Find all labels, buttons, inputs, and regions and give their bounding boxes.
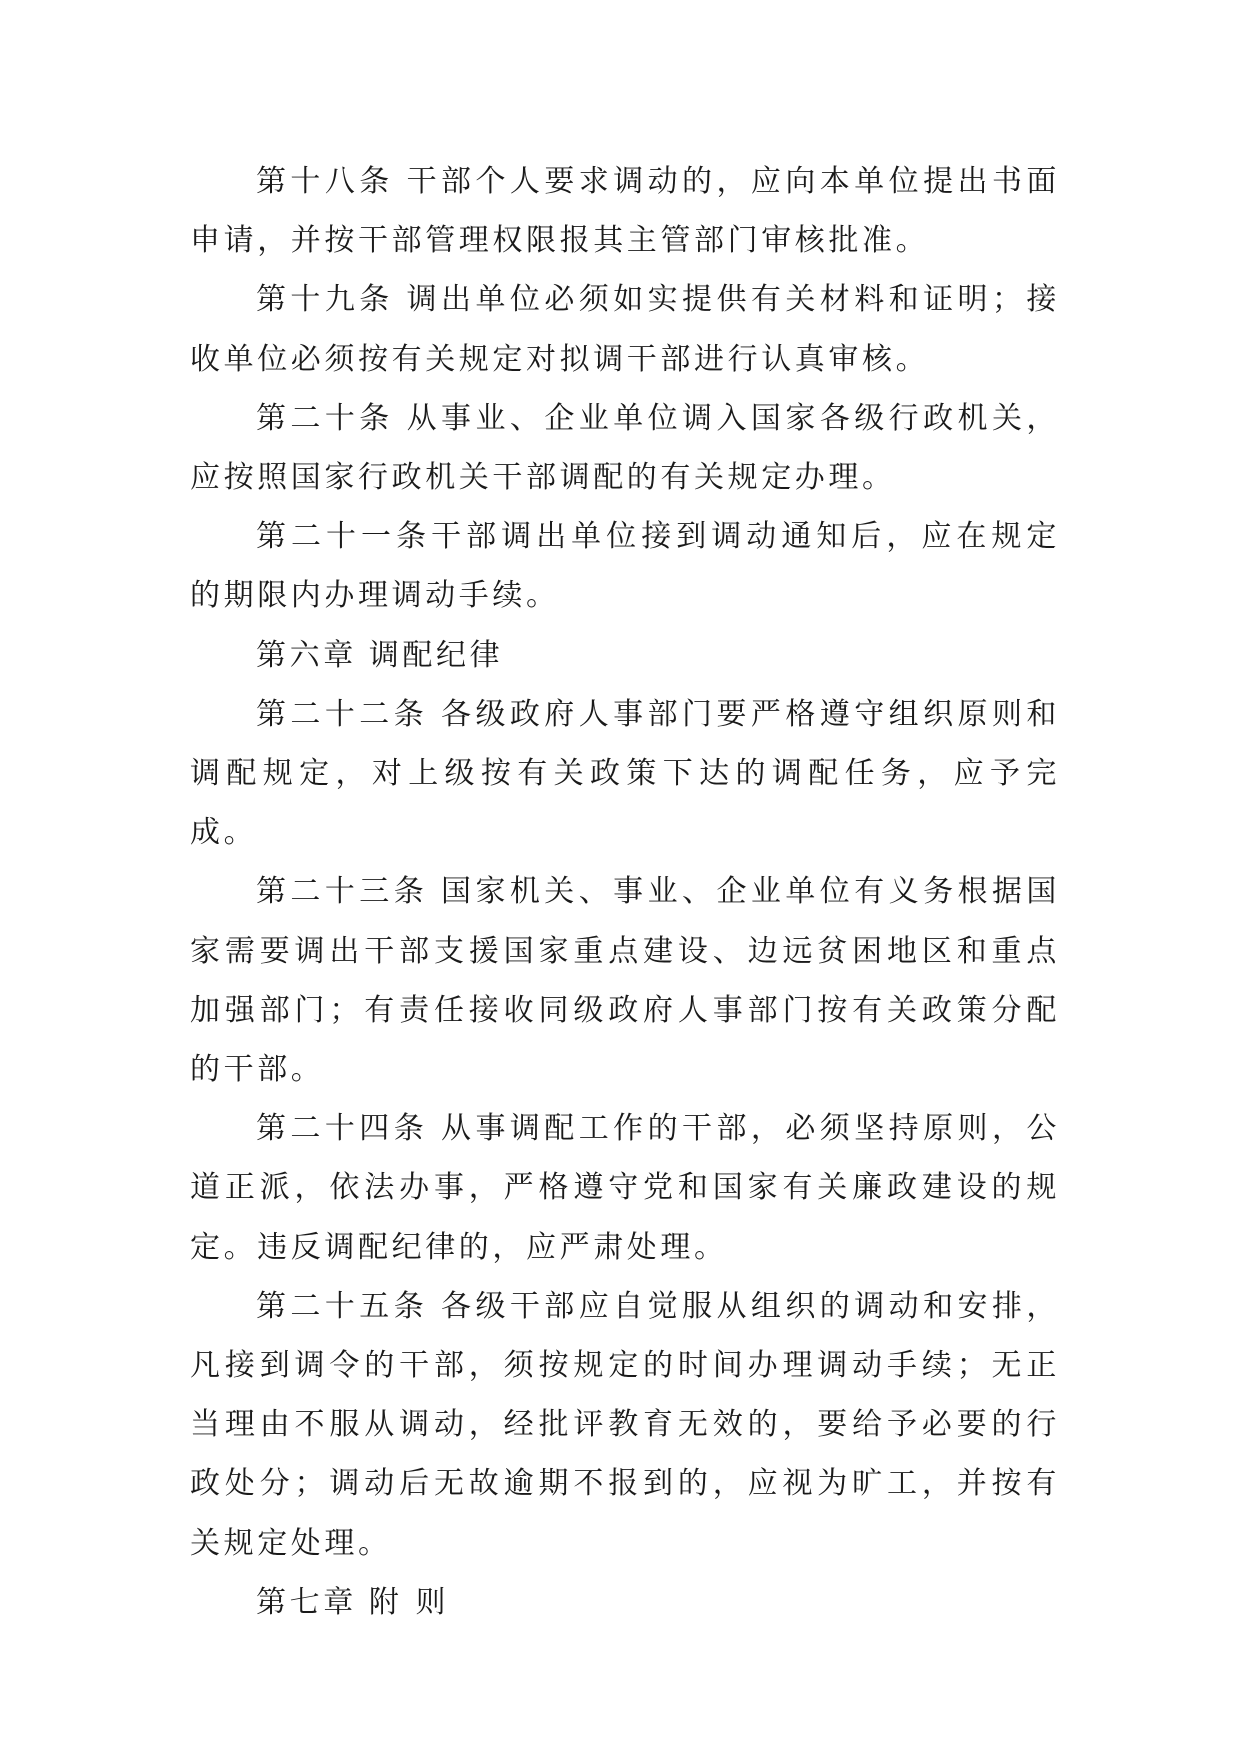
article-text: 干部个人要求调动的，应向本单位提出书面申请，并按干部管理权限报其主管部门审核批准。	[190, 164, 1060, 259]
article-text: 从事业、企业单位调入国家各级行政机关，应按照国家行政机关干部调配的有关规定办理。	[190, 400, 1060, 496]
article-label: 第二十四条	[256, 1111, 429, 1147]
article-text: 国家机关、事业、企业单位有义务根据国家需要调出干部支援国家重点建设、边远贫困地区和重点加强部门；有责任接收同级政府人事部门按有关政策分配的干部。	[190, 874, 1060, 1088]
article-text: 调出单位必须如实提供有关材料和证明；接收单位必须按有关规定对拟调干部进行认真审核。	[190, 282, 1060, 377]
article-22	[190, 685, 1060, 863]
article-text: 各级政府人事部门要严格遵守组织原则和调配规定，对上级按有关政策下达的调配任务，应予完成。	[190, 696, 1060, 851]
article-label: 第十八条	[256, 164, 394, 199]
document-body	[190, 152, 1060, 1632]
article-label: 第二十一条	[256, 519, 432, 555]
article-20	[190, 389, 1060, 507]
chapter-label: 第七章	[256, 1584, 357, 1620]
article-25	[190, 1277, 1060, 1573]
chapter-6-heading	[190, 626, 1060, 685]
article-label: 第二十五条	[256, 1288, 429, 1324]
article-label: 第二十二条	[256, 696, 429, 732]
article-label: 第二十条	[256, 400, 394, 436]
article-18	[190, 152, 1060, 270]
chapter-7-heading	[190, 1573, 1060, 1632]
article-text: 从事调配工作的干部，必须坚持原则，公道正派，依法办事，严格遵守党和国家有关廉政建设的规定。违反调配纪律的，应严肃处理。	[190, 1111, 1060, 1265]
article-23	[190, 862, 1060, 1099]
article-text: 各级干部应自觉服从组织的调动和安排，凡接到调令的干部，须按规定的时间办理调动手续；无正当理由不服从调动，经批评教育无效的，要给予必要的行政处分；调动后无故逾期不报到的，应视为旷工，并按有关规定处理。	[190, 1288, 1060, 1561]
chapter-label: 第六章	[256, 637, 357, 673]
article-label: 第二十三条	[256, 874, 429, 910]
article-text: 干部调出单位接到调动通知后，应在规定的期限内办理调动手续。	[190, 519, 1060, 614]
article-24	[190, 1099, 1060, 1277]
article-label: 第十九条	[256, 282, 394, 318]
article-21	[190, 507, 1060, 625]
chapter-title: 调配纪律	[368, 637, 504, 673]
chapter-title: 附 则	[368, 1584, 450, 1620]
article-19	[190, 270, 1060, 388]
